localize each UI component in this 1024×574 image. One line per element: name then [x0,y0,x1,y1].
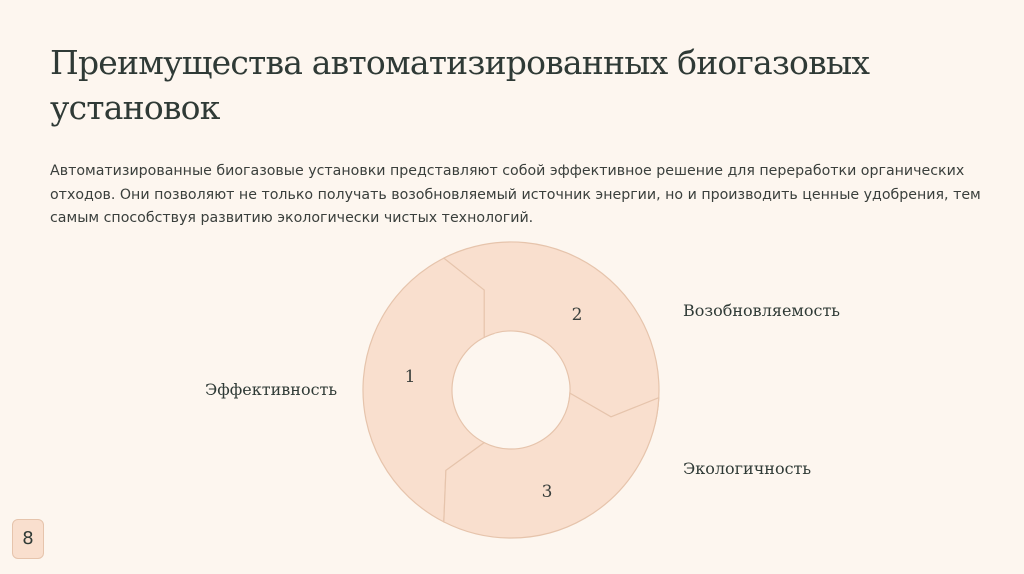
cycle-label-3: Экологичность [683,459,812,478]
slide-description: Автоматизированные биогазовые установки представляют собой эффективное решение для переработки органических отходов. Они позволяют не только получать возобновляемый источник энергии, но и производить ценные удобрения, тем самым способствуя развитию экологически чистых технологий. [50,163,981,226]
cycle-segment-number-2: 2 [571,305,583,325]
cycle-label-2: Возобновляемость [683,301,841,320]
page-number-badge: 8 [12,519,44,559]
cycle-segment-3 [444,393,659,538]
slide-title: Преимущества автоматизированных биогазовых установок [50,43,870,127]
cycle-segment-number-1: 1 [404,367,416,387]
cycle-label-1: Эффективность [205,380,338,399]
cycle-segment-number-3: 3 [541,482,553,502]
